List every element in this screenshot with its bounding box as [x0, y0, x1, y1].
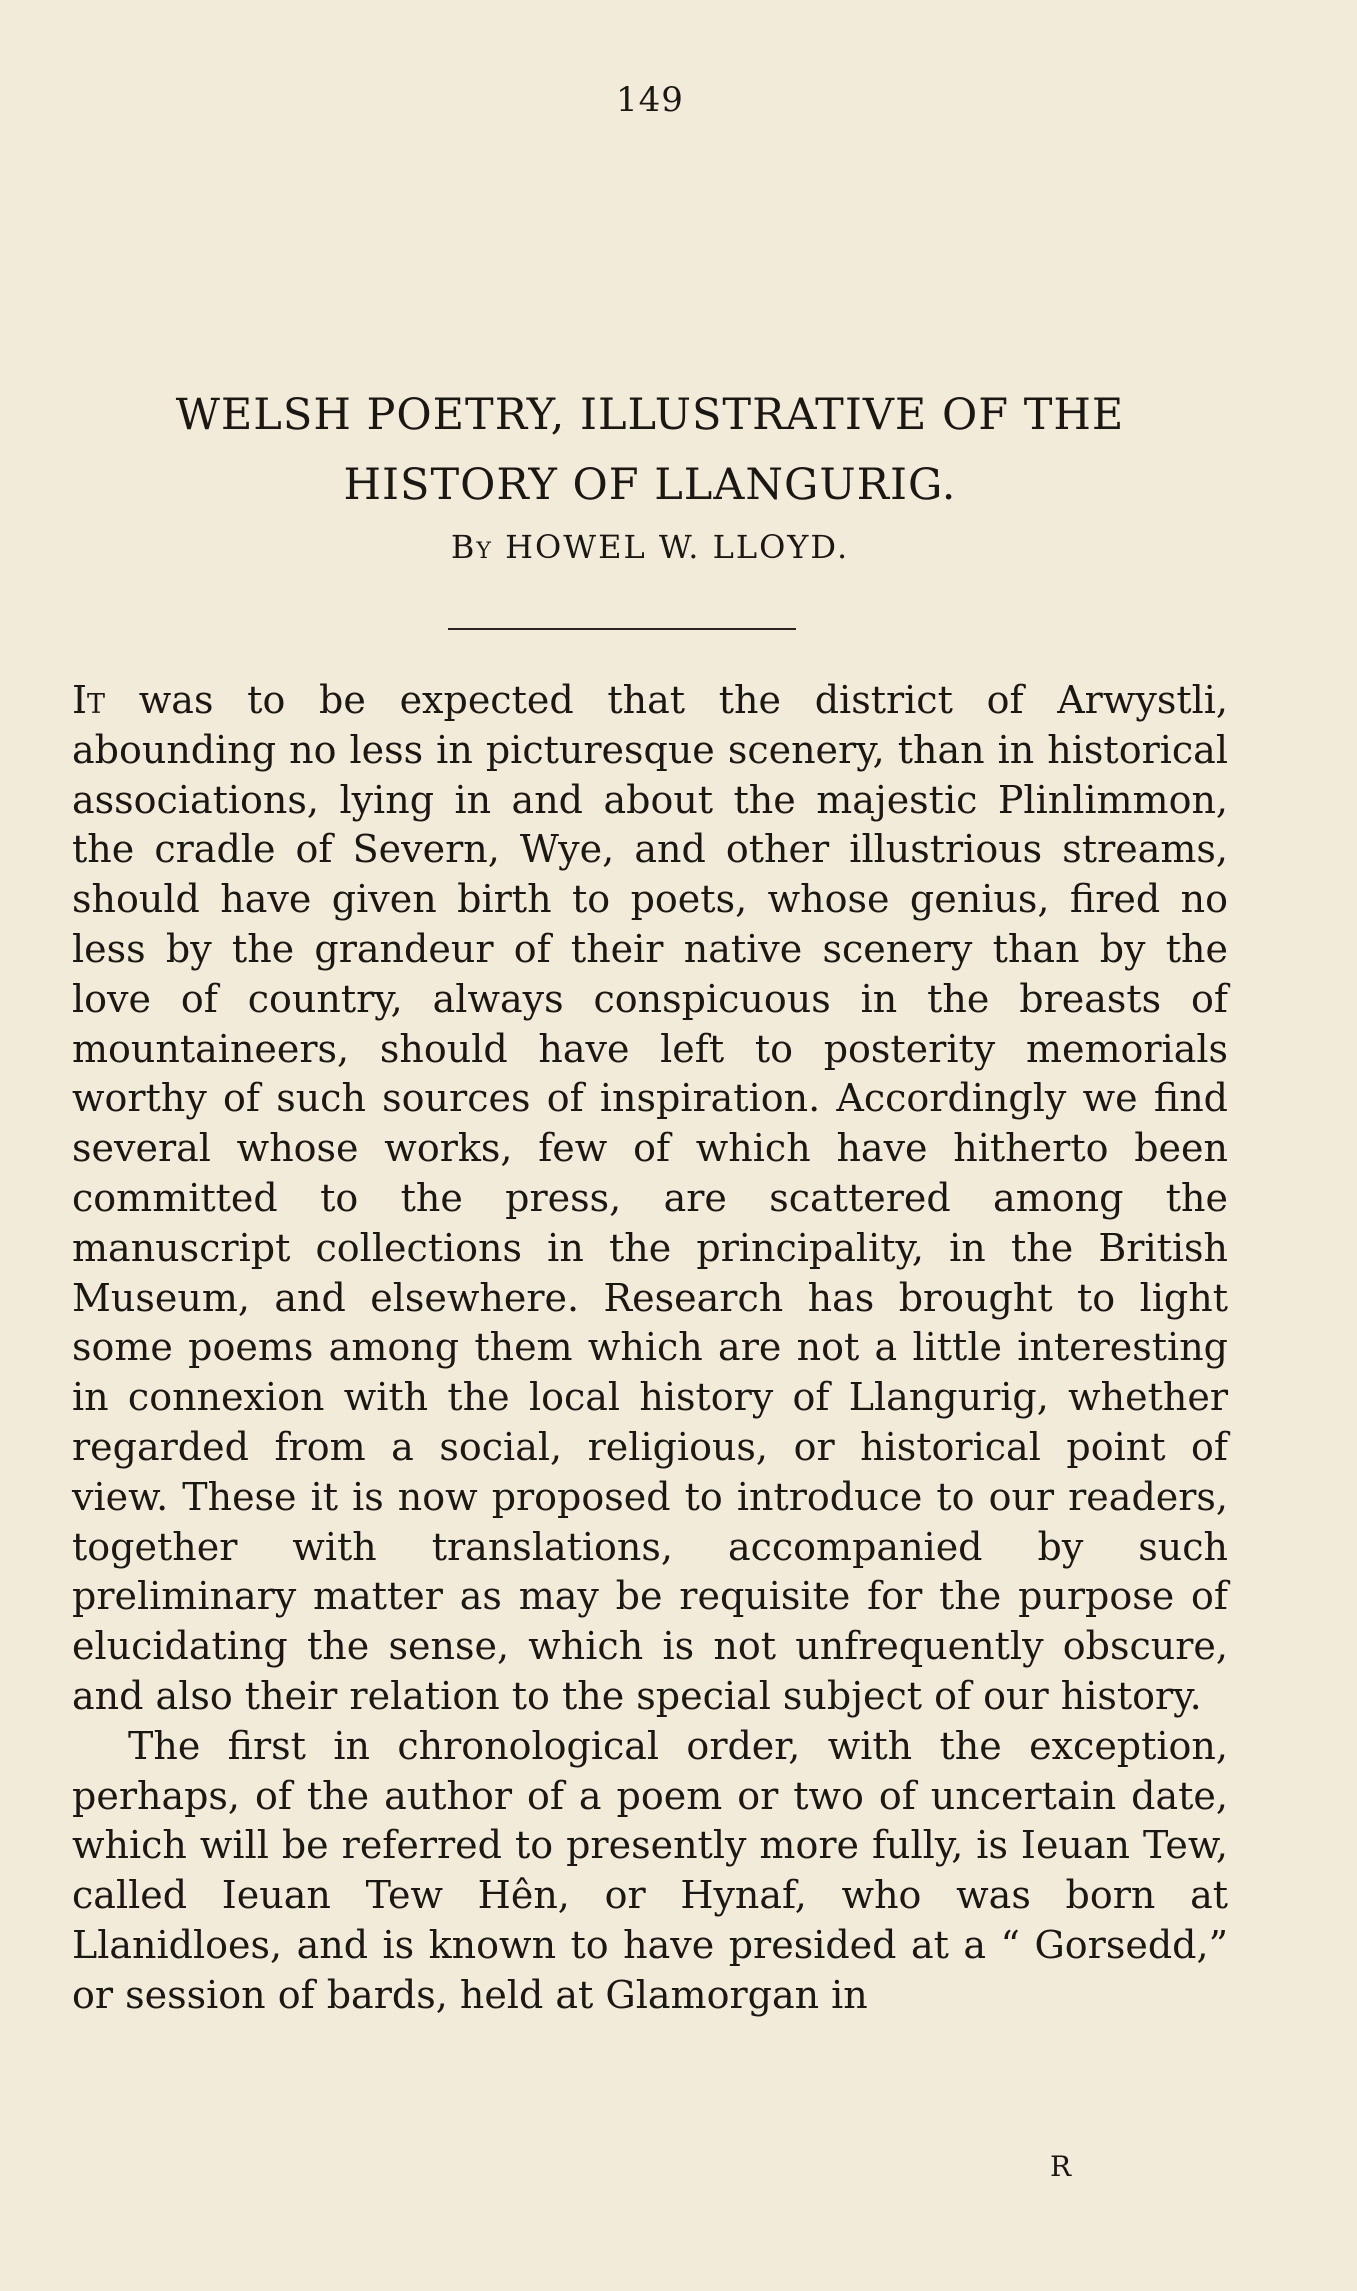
paragraph-1	[72, 676, 1228, 1722]
signature-mark: R	[1050, 2150, 1072, 2183]
paragraph-1-text: was to be expected that the district of Arwystli, abounding no less in picturesque scenery, than in historical associations, lying in and about the majestic Plinlimmon, the cradle of Severn, Wye, and other illustrious streams, should have given birth to poets, whose genius, fired no less by the grandeur of their native scenery than by the love of country, always conspicuous in the breasts of mountaineers, should have left to posterity memorials worthy of such sources of inspiration. Accordingly we find several whose works, few of which have hitherto been committed to the press, are scattered among the manuscript collections in the principality, in the British Museum, and elsewhere. Research has brought to light some poems among them which are not a little interesting in connexion with the local history of Llangurig, whether regarded from a social, religious, or historical point of view. These it is now proposed to introduce to our readers, together with translations, accompanied by such preliminary matter as may be requisite for the purpose of elucidating the sense, which is not unfrequently obscure, and also their relation to the special subject of our history.	[72, 678, 1228, 1718]
article-title	[60, 380, 1240, 520]
paragraph-2: The first in chronological order, with the exception, perhaps, of the author of a poem or two of uncertain date, which will be referred to presently more fully, is Ieuan Tew, called Ieuan Tew Hên, or Hynaf, who was born at Llanidloes, and is known to have presided at a “ Gorsedd,” or session of bards, held at Glamorgan in	[72, 1723, 1228, 2017]
article-title-line-1: WELSH POETRY, ILLUSTRATIVE OF THE	[175, 390, 1125, 440]
paragraph-1-lead-word: It	[72, 678, 106, 722]
article-body	[72, 676, 1228, 2021]
page-number: 149	[616, 80, 684, 120]
byline-prefix: By	[450, 528, 493, 566]
article-title-line-2: HISTORY OF LLANGURIG.	[343, 460, 957, 510]
byline-author-name: HOWEL W. LLOYD.	[505, 528, 850, 566]
title-divider-rule	[448, 628, 796, 630]
author-byline	[60, 528, 1240, 566]
